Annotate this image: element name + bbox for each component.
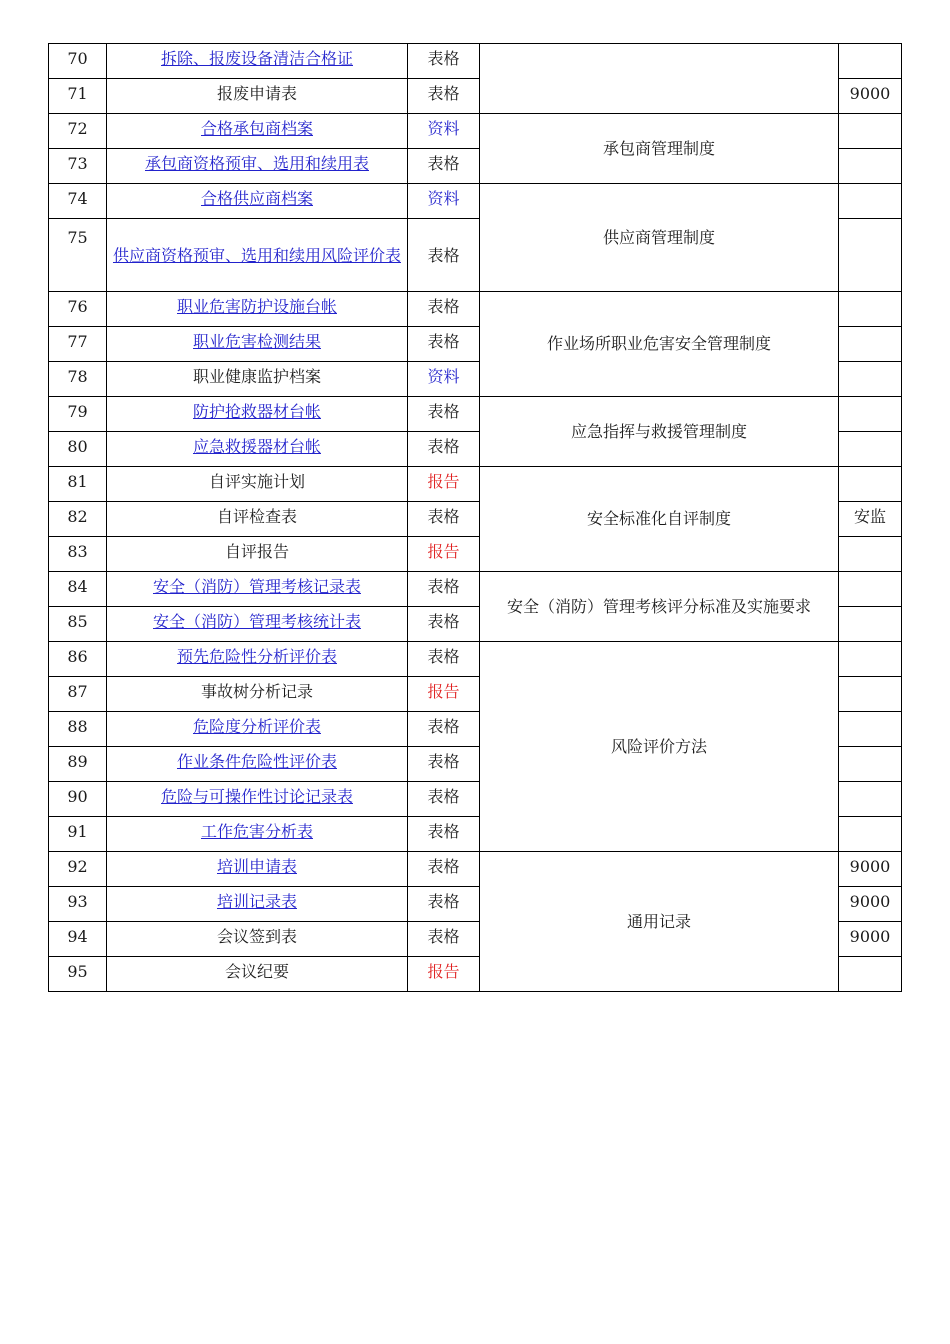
record-link[interactable]: 供应商资格预审、选用和续用风险评价表 <box>112 245 401 265</box>
record-name <box>107 572 408 607</box>
record-name: 报废申请表 <box>107 79 408 114</box>
record-name: 自评实施计划 <box>107 467 408 502</box>
record-type: 表格 <box>408 219 480 292</box>
record-type: 表格 <box>408 44 480 79</box>
remark-cell <box>839 747 902 782</box>
record-type: 表格 <box>408 149 480 184</box>
record-name <box>107 432 408 467</box>
record-name: 自评报告 <box>107 537 408 572</box>
record-type: 表格 <box>408 747 480 782</box>
record-link[interactable]: 安全（消防）管理考核记录表 <box>152 577 361 596</box>
table-row <box>49 397 902 432</box>
remark-cell <box>839 642 902 677</box>
row-number: 84 <box>49 572 107 607</box>
remark-cell <box>839 219 902 292</box>
record-link[interactable]: 职业危害检测结果 <box>192 332 321 351</box>
row-number: 92 <box>49 852 107 887</box>
regulation-cell: 应急指挥与救援管理制度 <box>480 397 839 467</box>
table-row <box>49 572 902 607</box>
record-type: 表格 <box>408 712 480 747</box>
record-link[interactable]: 合格承包商档案 <box>200 119 313 138</box>
regulation-cell: 供应商管理制度 <box>480 184 839 292</box>
regulation-cell: 通用记录 <box>480 852 839 992</box>
record-name <box>107 782 408 817</box>
remark-cell <box>839 44 902 79</box>
record-name: 自评检查表 <box>107 502 408 537</box>
remark-cell <box>839 184 902 219</box>
record-type: 表格 <box>408 642 480 677</box>
row-number: 80 <box>49 432 107 467</box>
record-name <box>107 887 408 922</box>
record-link[interactable]: 培训申请表 <box>216 857 297 876</box>
record-type: 表格 <box>408 572 480 607</box>
remark-cell <box>839 537 902 572</box>
record-name: 事故树分析记录 <box>107 677 408 712</box>
record-name: 会议纪要 <box>107 957 408 992</box>
record-name: 会议签到表 <box>107 922 408 957</box>
record-name <box>107 114 408 149</box>
row-number: 72 <box>49 114 107 149</box>
table-row <box>49 642 902 677</box>
record-link[interactable]: 作业条件危险性评价表 <box>176 752 337 771</box>
remark-cell <box>839 782 902 817</box>
record-name: 职业健康监护档案 <box>107 362 408 397</box>
record-type: 表格 <box>408 79 480 114</box>
row-number: 74 <box>49 184 107 219</box>
record-type: 表格 <box>408 852 480 887</box>
regulation-cell: 风险评价方法 <box>480 642 839 852</box>
table-row <box>49 292 902 327</box>
row-number: 73 <box>49 149 107 184</box>
row-number: 75 <box>49 219 107 292</box>
remark-cell <box>839 607 902 642</box>
row-number: 93 <box>49 887 107 922</box>
remark-cell <box>839 677 902 712</box>
record-name <box>107 44 408 79</box>
row-number: 71 <box>49 79 107 114</box>
remark-cell <box>839 114 902 149</box>
row-number: 89 <box>49 747 107 782</box>
regulation-cell: 安全（消防）管理考核评分标准及实施要求 <box>480 572 839 642</box>
remark-cell <box>839 572 902 607</box>
record-link[interactable]: 危险度分析评价表 <box>192 717 321 736</box>
regulation-cell <box>480 44 839 114</box>
record-link[interactable]: 安全（消防）管理考核统计表 <box>152 612 361 631</box>
record-link[interactable]: 培训记录表 <box>216 892 297 911</box>
record-link[interactable]: 应急救援器材台帐 <box>192 437 321 456</box>
record-type: 资料 <box>408 184 480 219</box>
remark-cell: 9000 <box>839 922 902 957</box>
record-type: 报告 <box>408 537 480 572</box>
remark-cell <box>839 292 902 327</box>
remark-cell <box>839 362 902 397</box>
row-number: 78 <box>49 362 107 397</box>
record-type: 表格 <box>408 292 480 327</box>
remark-cell <box>839 327 902 362</box>
table-row <box>49 184 902 219</box>
record-type: 表格 <box>408 432 480 467</box>
remark-cell <box>839 432 902 467</box>
record-name <box>107 184 408 219</box>
regulation-cell: 安全标准化自评制度 <box>480 467 839 572</box>
row-number: 77 <box>49 327 107 362</box>
record-link[interactable]: 合格供应商档案 <box>200 189 313 208</box>
row-number: 95 <box>49 957 107 992</box>
regulation-cell: 作业场所职业危害安全管理制度 <box>480 292 839 397</box>
remark-cell: 9000 <box>839 887 902 922</box>
record-name <box>107 219 408 292</box>
row-number: 76 <box>49 292 107 327</box>
row-number: 81 <box>49 467 107 502</box>
record-link[interactable]: 危险与可操作性讨论记录表 <box>160 787 353 806</box>
record-link[interactable]: 拆除、报废设备清洁合格证 <box>160 49 353 68</box>
record-type: 表格 <box>408 327 480 362</box>
records-table <box>48 43 902 992</box>
remark-cell <box>839 817 902 852</box>
row-number: 70 <box>49 44 107 79</box>
remark-cell <box>839 397 902 432</box>
row-number: 94 <box>49 922 107 957</box>
record-type: 表格 <box>408 782 480 817</box>
row-number: 83 <box>49 537 107 572</box>
record-type: 资料 <box>408 362 480 397</box>
remark-cell: 9000 <box>839 852 902 887</box>
record-type: 表格 <box>408 502 480 537</box>
record-type: 表格 <box>408 887 480 922</box>
record-type: 表格 <box>408 397 480 432</box>
record-type: 表格 <box>408 817 480 852</box>
record-name <box>107 817 408 852</box>
row-number: 91 <box>49 817 107 852</box>
row-number: 87 <box>49 677 107 712</box>
table-row <box>49 467 902 502</box>
table-row <box>49 44 902 79</box>
record-name <box>107 327 408 362</box>
row-number: 82 <box>49 502 107 537</box>
row-number: 90 <box>49 782 107 817</box>
record-link[interactable]: 预先危险性分析评价表 <box>176 647 337 666</box>
table-row <box>49 114 902 149</box>
record-type: 报告 <box>408 467 480 502</box>
record-name <box>107 149 408 184</box>
record-type: 报告 <box>408 677 480 712</box>
record-type: 资料 <box>408 114 480 149</box>
record-link[interactable]: 防护抢救器材台帐 <box>192 402 321 421</box>
record-name <box>107 607 408 642</box>
remark-cell <box>839 467 902 502</box>
row-number: 88 <box>49 712 107 747</box>
record-name <box>107 642 408 677</box>
remark-cell <box>839 149 902 184</box>
row-number: 79 <box>49 397 107 432</box>
regulation-cell: 承包商管理制度 <box>480 114 839 184</box>
remark-cell <box>839 712 902 747</box>
record-type: 表格 <box>408 607 480 642</box>
record-name <box>107 747 408 782</box>
table-row <box>49 852 902 887</box>
record-name <box>107 712 408 747</box>
record-name <box>107 397 408 432</box>
record-type: 报告 <box>408 957 480 992</box>
remark-cell <box>839 957 902 992</box>
remark-cell: 安监 <box>839 502 902 537</box>
remark-cell: 9000 <box>839 79 902 114</box>
row-number: 86 <box>49 642 107 677</box>
record-type: 表格 <box>408 922 480 957</box>
record-link[interactable]: 职业危害防护设施台帐 <box>176 297 337 316</box>
record-link[interactable]: 工作危害分析表 <box>200 822 313 841</box>
record-name <box>107 292 408 327</box>
row-number: 85 <box>49 607 107 642</box>
record-name <box>107 852 408 887</box>
record-link[interactable]: 承包商资格预审、选用和续用表 <box>144 154 369 173</box>
